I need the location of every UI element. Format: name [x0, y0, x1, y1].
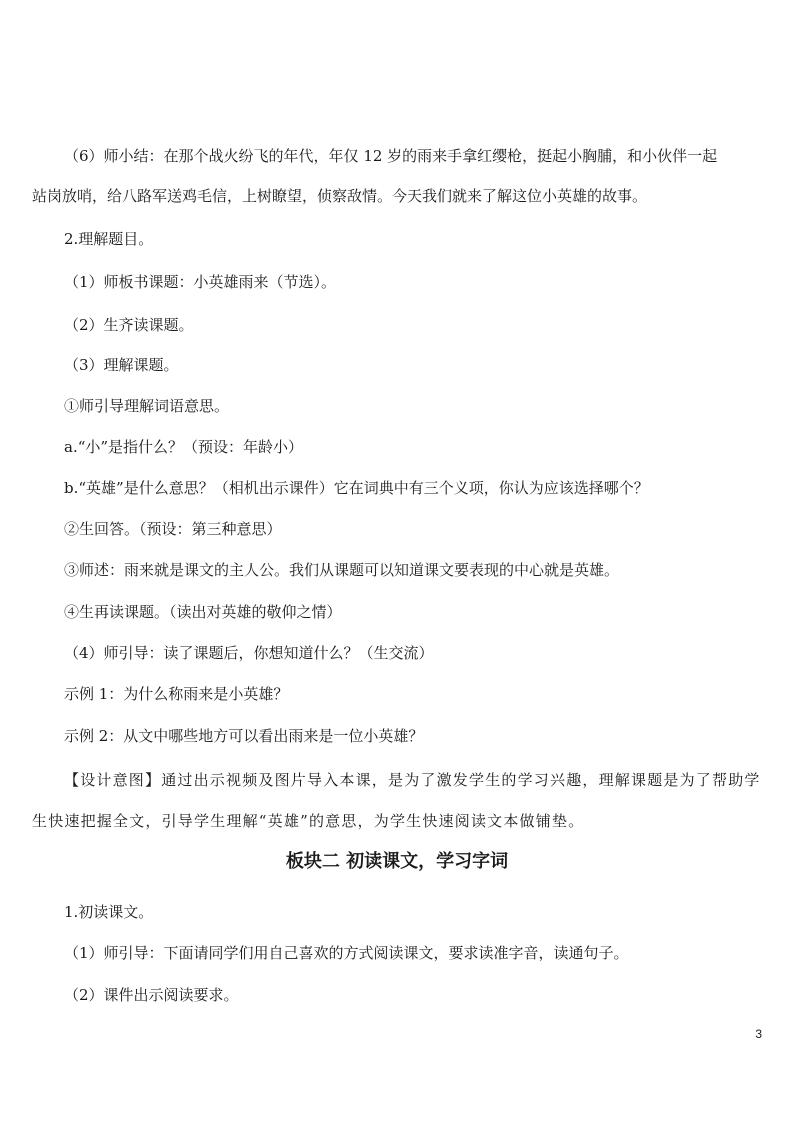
paragraph-example-1: 示例 1：为什么称雨来是小英雄？	[64, 685, 289, 703]
paragraph-understand-title: 2.理解题目。	[64, 230, 154, 248]
paragraph-board-title: （1）师板书课题：小英雄雨来（节选）。	[64, 273, 337, 291]
paragraph-summary-line1: （6）师小结：在那个战火纷飞的年代，年仅 12 岁的雨来手拿红缨枪，挺起小胸脯，和小伙伴一起	[64, 147, 718, 165]
section-heading: 板块二 初读课文，学习字词	[285, 851, 509, 872]
paragraph-summary-line2: 站岗放哨，给八路军送鸡毛信，上树瞭望，侦察敌情。今天我们就来了解这位小英雄的故事。	[32, 187, 648, 205]
paragraph-design-intent-line1: 【设计意图】通过出示视频及图片导入本课，是为了激发学生的学习兴趣，理解课题是为了帮助学	[64, 771, 761, 789]
paragraph-understand-subject: （3）理解课题。	[64, 356, 179, 374]
paragraph-read-title: （2）生齐读课题。	[64, 316, 194, 334]
paragraph-teacher-guide: （4）师引导：读了课题后，你想知道什么？（生交流）	[64, 644, 434, 662]
paragraph-teacher-says: ③师述：雨来就是课文的主人公。我们从课题可以知道课文要表现的中心就是英雄。	[64, 561, 620, 579]
paragraph-item-a: a.“小”是指什么？（预设：年龄小）	[64, 438, 304, 456]
paragraph-design-intent-line2: 生快速把握全文，引导学生理解“英雄”的意思，为学生快速阅读文本做铺垫。	[32, 812, 585, 830]
page-number: 3	[755, 1027, 762, 1041]
paragraph-first-reading: 1.初读课文。	[64, 903, 154, 921]
paragraph-reading-guide: （1）师引导：下面请同学们用自己喜欢的方式阅读课文，要求读准字音，读通句子。	[64, 944, 629, 962]
paragraph-item-b: b.“英雄”是什么意思？（相机出示课件）它在词典中有三个义项，你认为应该选择哪个？	[64, 479, 649, 497]
paragraph-reading-requirements: （2）课件出示阅读要求。	[64, 986, 239, 1004]
paragraph-reread-title: ④生再读课题。（读出对英雄的敬仰之情）	[64, 603, 342, 621]
paragraph-example-2: 示例 2：从文中哪些地方可以看出雨来是一位小英雄？	[64, 727, 424, 745]
paragraph-student-answer: ②生回答。（预设：第三种意思）	[64, 520, 282, 538]
paragraph-guide-words: ①师引导理解词语意思。	[64, 397, 230, 415]
